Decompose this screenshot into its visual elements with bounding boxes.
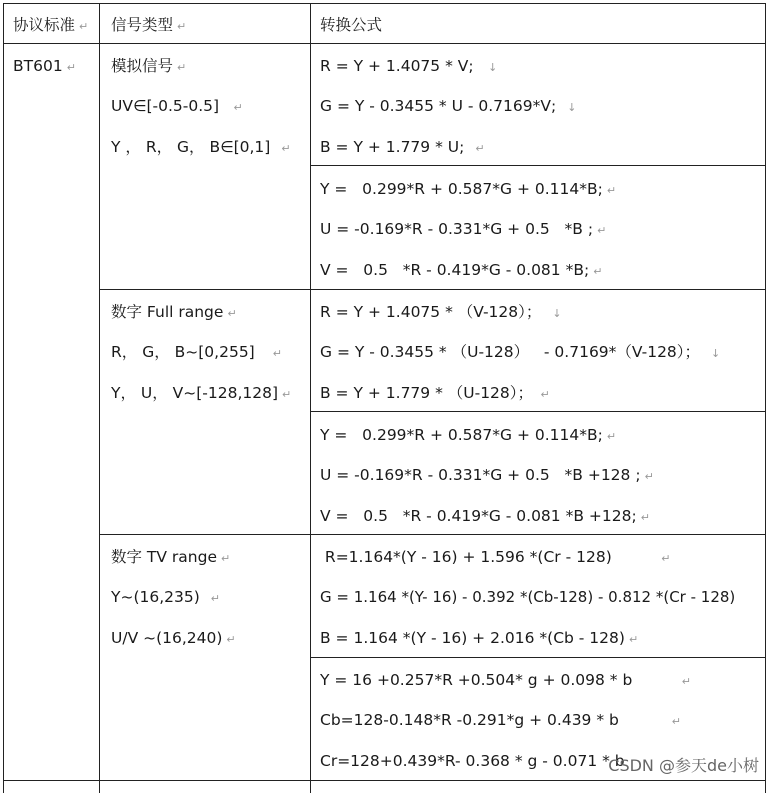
signal-type-analog: 模拟信号 ↵ [111, 57, 187, 75]
formula-row: Y = 16 +0.257*R +0.504* g + 0.098 * b ↵ [320, 671, 691, 689]
formula-row: B = Y + 1.779 * U; ↵ [320, 138, 485, 156]
signal-range-yuv: Y， U， V~[-128,128] ↵ [111, 384, 292, 402]
table-border-top [3, 3, 766, 4]
formula-row: Cb=128-0.148*R -0.291*g + 0.439 * b ↵ [320, 711, 682, 729]
formula-row: Y = 0.299*R + 0.587*G + 0.114*B; ↵ [320, 426, 617, 444]
formula-row: V = 0.5 *R - 0.419*G - 0.081 *B +128; ↵ [320, 507, 650, 525]
table-border-right [765, 3, 766, 793]
row-divider-1 [99, 289, 766, 290]
conversion-table [3, 3, 766, 793]
column-divider-2 [310, 3, 311, 793]
standard-label: BT601 ↵ [13, 57, 76, 75]
formula-row: Y = 0.299*R + 0.587*G + 0.114*B; ↵ [320, 180, 617, 198]
formula-row: G = Y - 0.3455 * U - 0.7169*V; ↓ [320, 97, 577, 115]
column-divider-1 [99, 3, 100, 793]
header-divider [3, 43, 766, 44]
signal-range-rgb: R， G， B~[0,255] ↵ [111, 343, 282, 361]
formula-row: G = 1.164 *(Y- 16) - 0.392 *(Cb-128) - 0.812 *(Cr - 128) [320, 588, 736, 606]
row-divider-2a [310, 411, 766, 412]
signal-range-yrgb: Y ， R， G， B∈[0,1] ↵ [111, 138, 291, 156]
signal-type-full-range: 数字 Full range ↵ [111, 303, 237, 321]
header-standard: 协议标准 ↵ [13, 16, 89, 34]
row-divider-1a [310, 165, 766, 166]
table-border-left [3, 3, 4, 793]
header-signal-type: 信号类型 ↵ [111, 16, 187, 34]
header-formula: 转换公式 [320, 16, 383, 34]
formula-row: U = -0.169*R - 0.331*G + 0.5 *B ; ↵ [320, 220, 607, 238]
row-divider-2 [99, 534, 766, 535]
watermark: CSDN @参天de小树 [608, 756, 759, 775]
formula-row: G = Y - 0.3455 * （U-128） - 0.7169*（V-128）； ↓ [320, 343, 721, 361]
formula-row: V = 0.5 *R - 0.419*G - 0.081 *B; ↵ [320, 261, 603, 279]
formula-row: R = Y + 1.4075 * （V-128）； ↓ [320, 303, 562, 321]
formula-row: B = 1.164 *(Y - 16) + 2.016 *(Cb - 128) ↵ [320, 629, 639, 647]
row-divider-3a [310, 657, 766, 658]
formula-row: R = Y + 1.4075 * V; ↓ [320, 57, 498, 75]
formula-row: U = -0.169*R - 0.331*G + 0.5 *B +128 ; ↵ [320, 466, 654, 484]
formula-row: B = Y + 1.779 * （U-128）； ↵ [320, 384, 550, 402]
formula-row: R=1.164*(Y - 16) + 1.596 *(Cr - 128) ↵ [320, 548, 671, 566]
signal-range-uv-tv: U/V ~(16,240) ↵ [111, 629, 236, 647]
signal-type-tv-range: 数字 TV range ↵ [111, 548, 231, 566]
formula-row: Cr=128+0.439*R- 0.368 * g - 0.071 * b [320, 752, 625, 770]
signal-range-uv: UV∈[-0.5-0.5] ↵ [111, 97, 243, 115]
signal-range-y: Y~(16,235) ↵ [111, 588, 221, 606]
table-border-bottom [3, 780, 766, 781]
